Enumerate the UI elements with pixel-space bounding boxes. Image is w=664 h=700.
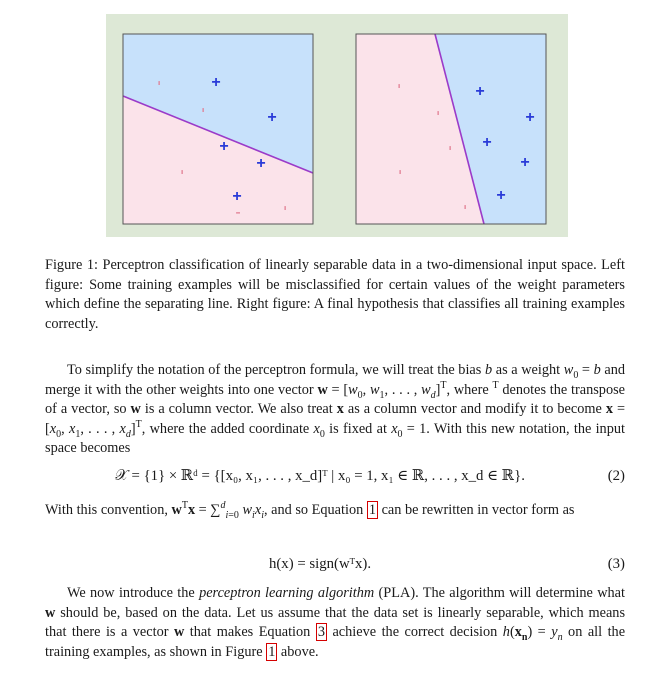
figure-svg: [106, 14, 568, 237]
paragraph-pla: We now introduce the perceptron learning algorithm (PLA). The algorithm will determine what w should be, based on the data. Let us assume that the data set is linearly separable, which means that there is a vector w that makes Equation 3 achieve the correct decision $h(x_n) = y_n$ on all the training examples, as shown in Figure 1 above.: [45, 585, 626, 660]
minus-mark: -: [457, 204, 474, 210]
plus-mark: +: [232, 188, 242, 205]
plus-mark: +: [496, 187, 506, 204]
pla-emphasis: perceptron learning algorithm: [199, 585, 375, 601]
equation-3-body: h(x) = sign(wᵀx).: [268, 556, 372, 572]
plus-mark: +: [256, 155, 266, 172]
minus-mark: -: [392, 169, 409, 175]
plus-mark: +: [520, 154, 530, 171]
figure-caption: [45, 256, 625, 334]
right-panel: [356, 34, 546, 224]
minus-mark: -: [430, 110, 447, 116]
paragraph-convention: With this convention, $w^Tx = \sum^d_{i=0}$ $w_ix_i$, and so Equation 1 can be rewritten in vector form as: [45, 500, 575, 521]
figure-1: [106, 14, 568, 237]
minus-mark: -: [151, 80, 168, 86]
equation-3-number: (3): [607, 556, 625, 572]
plus-mark: +: [267, 109, 277, 126]
paragraph-bias-notation: To simplify the notation of the perceptron formula, we will treat the bias b as a weight $w_0 = b$ and merge it with the other weights into one vector $w = [w_0$, $w_1$, . . . , $w_d]^T$, where $^T$ denotes the transpose of a vector, so w is a column vector. We also treat x as a column vector and modify it to become $x = [x_0$, $x_1$, . . . , $x_d]^T$, where the added coordinate $x_0$ is fixed at $x_0 = 1$. With this new notation, the input space becomes: [45, 362, 626, 456]
equation-1-ref-link[interactable]: 1: [368, 502, 376, 518]
plus-mark: +: [211, 74, 221, 91]
minus-mark: -: [442, 145, 459, 151]
plus-mark: +: [525, 109, 535, 126]
caption-text: Perceptron classification of linearly separable data in a two-dimensional input space. Left figure: Some training examples will be misclassified for certain values of the weight parameters which define the separating line. Right figure: A final hypothesis that classifies all training examples correctly.: [45, 257, 625, 332]
minus-mark: -: [391, 83, 408, 89]
equation-3-ref-link[interactable]: 3: [317, 624, 325, 640]
minus-mark: -: [277, 205, 294, 211]
equation-2-body: 𝒳 = {1} × ℝᵈ = {[x₀, x₁, . . . , x_d]ᵀ | x₀ = 1, x₁ ∈ ℝ, . . . , x_d ∈ ℝ}.: [115, 468, 525, 484]
minus-mark: -: [174, 169, 191, 175]
plus-mark: +: [482, 134, 492, 151]
minus-mark: -: [195, 107, 212, 113]
figure-1-ref-link[interactable]: 1: [268, 643, 276, 660]
caption-label: Figure 1:: [45, 257, 98, 273]
plus-mark: +: [219, 138, 229, 155]
left-panel: [123, 34, 313, 224]
plus-mark: +: [475, 83, 485, 100]
minus-mark: -: [235, 204, 241, 221]
equation-2-number: (2): [607, 468, 625, 484]
